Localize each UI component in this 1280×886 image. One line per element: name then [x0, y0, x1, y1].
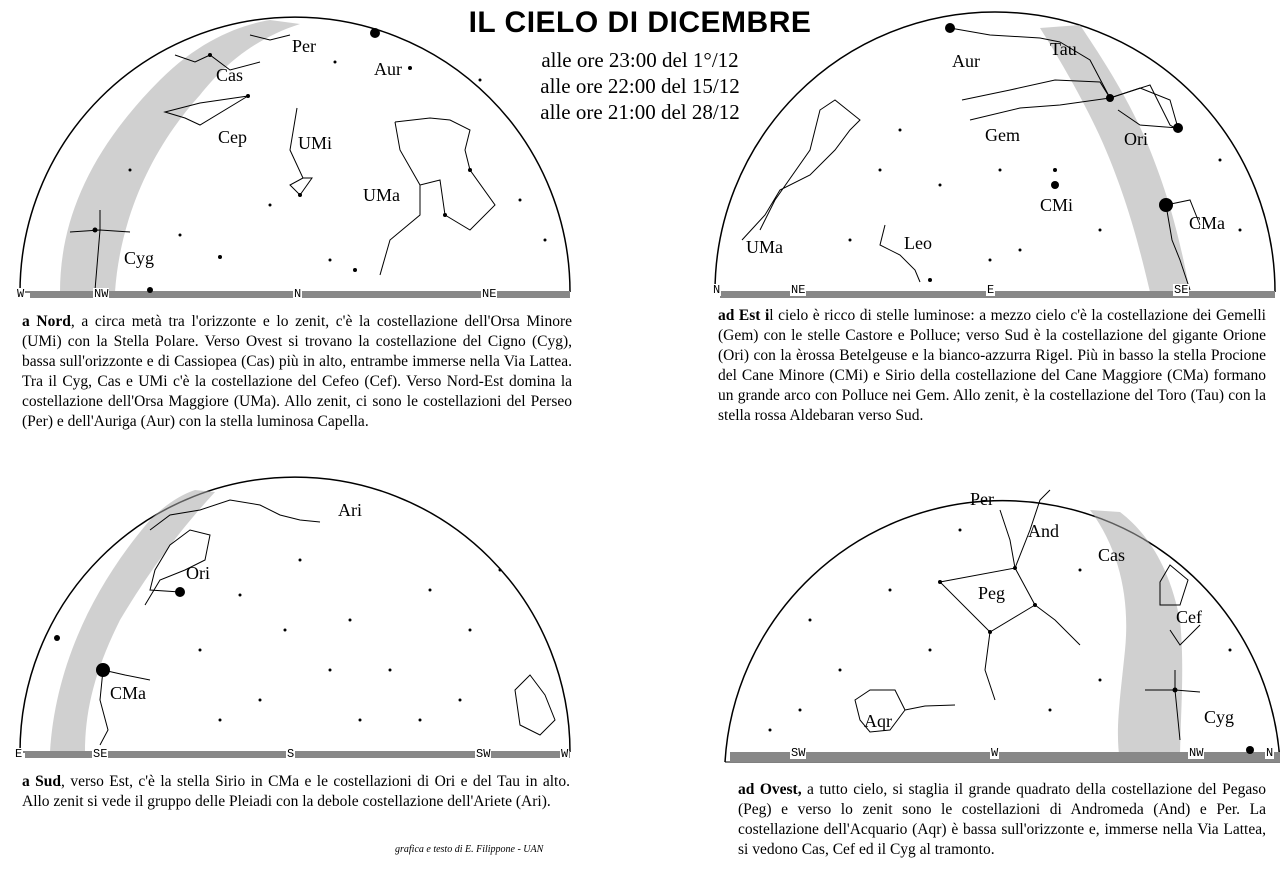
south-map-drawing — [0, 470, 580, 770]
label-ori: Ori — [186, 563, 210, 583]
horizon-nw: NW — [1189, 746, 1204, 760]
caption-west-text: a tutto cielo, si staglia il grande quadrato della costellazione del Pegaso (Peg) e verso lo zenit sono le costellazioni di Andromeda (And) e Per. La costellazione dell'Acquario (Aqr) è bassa sull'orizzonte e, immerse nella Via Lattea, si vedono Cas, Cef ed il Cyg al tramonto. — [738, 781, 1266, 858]
time-line-1: alle ore 23:00 del 1°/12 — [541, 48, 739, 72]
caption-east-text: l cielo è ricco di stelle luminose: a mezzo cielo c'è la costellazione dei Gemelli (Gem) con le stelle Castore e Polluce; verso Sud è la costellazione del gigante Orione (Ori) con la èrossa Betelgeuse e la bianco-azzurra Rigel. Più in basso la stella Procione del Cane Minore (CMi) e Sirio della costellazione del Cane Maggiore (CMa) formano un grande arco con Polluce nei Gem. Allo zenit, è la costellazione del Toro (Tau) con la stella rossa Aldebaran verso Sud. — [718, 307, 1266, 424]
label-cep: Cep — [218, 127, 247, 147]
caption-south — [22, 772, 570, 812]
label-and: And — [1028, 521, 1059, 541]
label-cma: CMa — [1189, 213, 1225, 233]
horizon-sw: SW — [791, 746, 806, 760]
horizon-n: N — [294, 287, 302, 301]
label-aur: Aur — [952, 51, 980, 71]
east-map-drawing — [700, 0, 1280, 310]
horizon-e: E — [15, 747, 23, 761]
label-ari: Ari — [338, 500, 362, 520]
label-aqr: Aqr — [864, 711, 892, 731]
time-line-2: alle ore 22:00 del 15/12 — [540, 74, 740, 98]
caption-south-text: , verso Est, c'è la stella Sirio in CMa e le costellazioni di Ori e del Tau in alto. Allo zenit si vede il gruppo delle Pleiadi con la debole costellazione dell'Ariete (Ari). — [22, 773, 570, 810]
label-gem: Gem — [985, 125, 1020, 145]
caption-north-text: , a circa metà tra l'orizzonte e lo zenit, c'è la costellazione dell'Orsa Minore (UMi) con la Stella Polare. Verso Ovest si trovano la costellazione del Cigno (Cyg), bassa sull'orizzonte e di Cassiopea (Cas) più in alto, entrambe immerse nella Via Lattea. Tra il Cyg, Cas e UMi c'è la costellazione del Cefeo (Cef). Verso Nord-Est domina la costellazione dell'Orsa Maggiore (UMa). Allo zenit, ci sono le costellazioni del Perseo (Per) e dell'Auriga (Aur) con la stella luminosa Capella. — [22, 313, 572, 430]
horizon-w: W — [561, 747, 569, 761]
caption-north — [22, 312, 572, 432]
label-aur: Aur — [374, 59, 402, 79]
horizon-w: W — [17, 287, 25, 301]
credit-line: grafica e testo di E. Filippone - UAN — [395, 844, 544, 855]
label-cyg: Cyg — [1204, 707, 1235, 727]
label-uma: UMa — [746, 237, 783, 257]
caption-west — [738, 780, 1266, 860]
horizon-e: E — [987, 283, 995, 297]
label-leo: Leo — [904, 233, 932, 253]
label-cmi: CMi — [1040, 195, 1074, 215]
label-cas: Cas — [216, 65, 243, 85]
label-tau: Tau — [1050, 39, 1077, 59]
label-per: Per — [292, 36, 316, 56]
label-uma: UMa — [363, 185, 400, 205]
horizon-nw: NW — [94, 287, 109, 301]
horizon-ne: NE — [791, 283, 806, 297]
horizon-sw: SW — [476, 747, 491, 761]
label-cas: Cas — [1098, 545, 1125, 565]
page-title: IL CIELO DI DICEMBRE — [468, 6, 812, 39]
horizon-n: N — [713, 283, 721, 297]
horizon-n: N — [1266, 746, 1274, 760]
time-line-3: alle ore 21:00 del 28/12 — [540, 100, 740, 124]
sky-map-north — [0, 0, 580, 310]
label-cef: Cef — [1176, 607, 1202, 627]
caption-east — [718, 306, 1266, 426]
caption-west-lead: ad Ovest, — [738, 781, 802, 798]
sky-map-west — [710, 470, 1280, 780]
horizon-se: SE — [1174, 283, 1189, 297]
label-umi: UMi — [298, 133, 333, 153]
caption-south-lead: a Sud — [22, 773, 62, 790]
label-cyg: Cyg — [124, 248, 155, 268]
caption-north-lead: a Nord — [22, 313, 71, 330]
label-ori: Ori — [1124, 129, 1148, 149]
horizon-w: W — [991, 746, 999, 760]
label-cma: CMa — [110, 683, 146, 703]
label-peg: Peg — [978, 583, 1005, 603]
caption-east-lead: ad Est i — [718, 307, 770, 324]
horizon-se: SE — [93, 747, 108, 761]
sky-map-east — [700, 0, 1280, 310]
north-map-drawing — [0, 0, 580, 310]
sky-map-south — [0, 470, 580, 770]
label-per: Per — [970, 489, 994, 509]
horizon-ne: NE — [482, 287, 497, 301]
horizon-s: S — [287, 747, 295, 761]
